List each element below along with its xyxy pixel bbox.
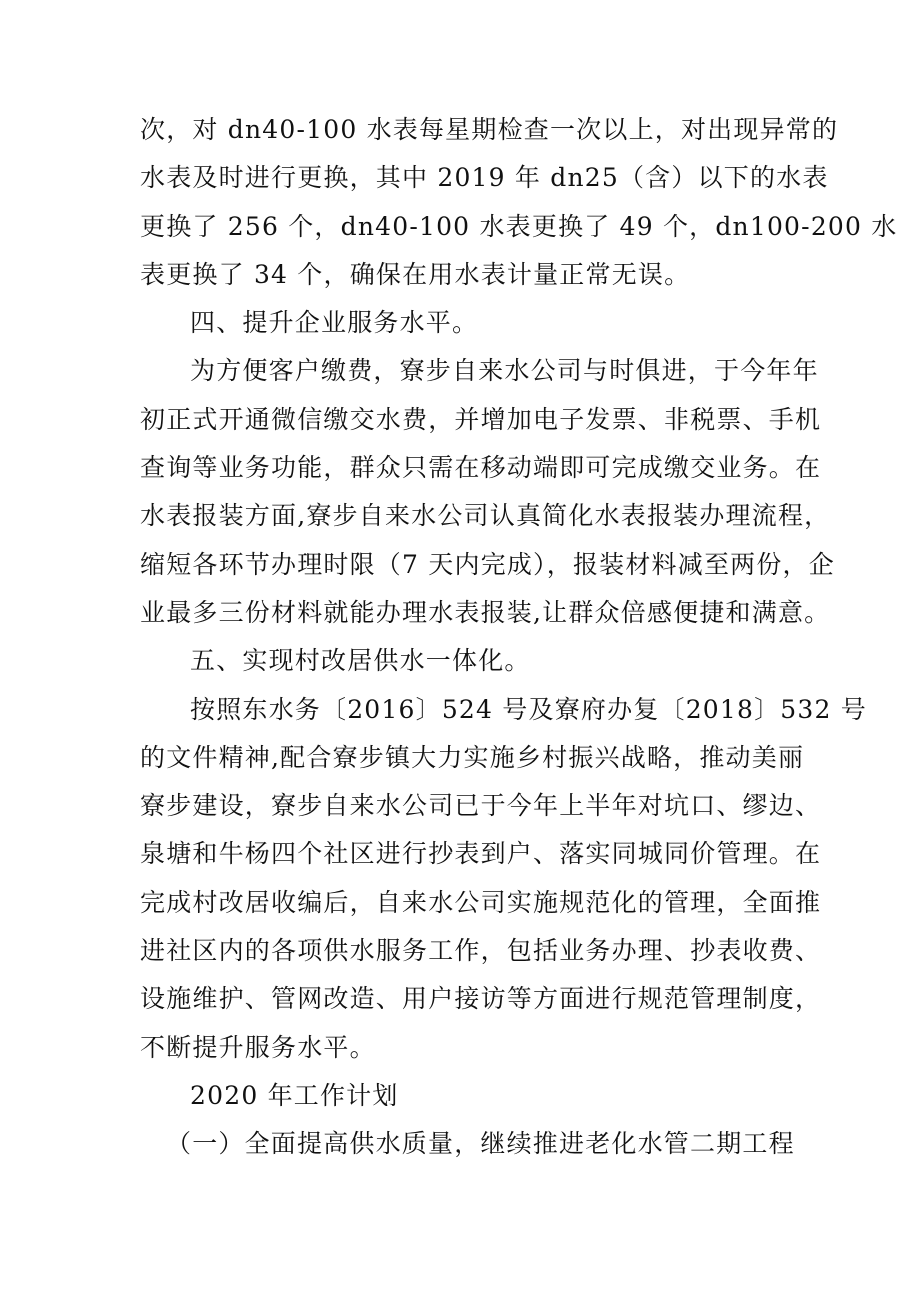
text-line: 水表及时进行更换，其中 2019 年 dn25（含）以下的水表 <box>140 163 829 193</box>
text-line: 初正式开通微信缴交水费，并增加电子发票、非税票、手机 <box>140 404 822 434</box>
text-line: 不断提升服务水平。 <box>140 1032 376 1062</box>
section-heading: 五、实现村改居供水一体化。 <box>190 646 531 676</box>
text-line: 业最多三份材料就能办理水表报装,让群众倍感便捷和满意。 <box>140 597 831 627</box>
text-line: 泉塘和牛杨四个社区进行抄表到户、落实同城同价管理。在 <box>140 839 822 869</box>
document-body <box>140 106 898 1169</box>
section-heading: 四、提升企业服务水平。 <box>190 308 479 338</box>
text-line: 进社区内的各项供水服务工作，包括业务办理、抄表收费、 <box>140 936 822 966</box>
text-line: 设施维护、管网改造、用户接访等方面进行规范管理制度， <box>140 984 822 1014</box>
text-line: 按照东水务〔2016〕524 号及寮府办复〔2018〕532 号 <box>190 694 867 724</box>
text-line: 的文件精神,配合寮步镇大力实施乡村振兴战略，推动美丽 <box>140 742 805 772</box>
text-line: 次，对 dn40-100 水表每星期检查一次以上，对出现异常的 <box>140 115 839 144</box>
text-line: 水表报装方面,寮步自来水公司认真简化水表报装办理流程， <box>140 501 831 531</box>
text-line: 查询等业务功能，群众只需在移动端即可完成缴交业务。在 <box>140 453 822 483</box>
text-line: 缩短各环节办理时限（7 天内完成），报装材料减至两份，企 <box>140 549 835 579</box>
text-line: 完成村改居收编后，自来水公司实施规范化的管理，全面推 <box>140 887 822 917</box>
text-line: 表更换了 34 个，确保在用水表计量正常无误。 <box>140 259 691 289</box>
text-line: （一）全面提高供水质量，继续推进老化水管二期工程 <box>166 1129 795 1159</box>
text-line: 为方便客户缴费，寮步自来水公司与时俱进，于今年年 <box>190 356 819 386</box>
section-heading: 2020 年工作计划 <box>190 1080 399 1110</box>
text-line: 寮步建设，寮步自来水公司已于今年上半年对坑口、缪边、 <box>140 791 822 821</box>
text-line: 更换了 256 个，dn40-100 水表更换了 49 个，dn100-200 水 <box>140 211 898 241</box>
